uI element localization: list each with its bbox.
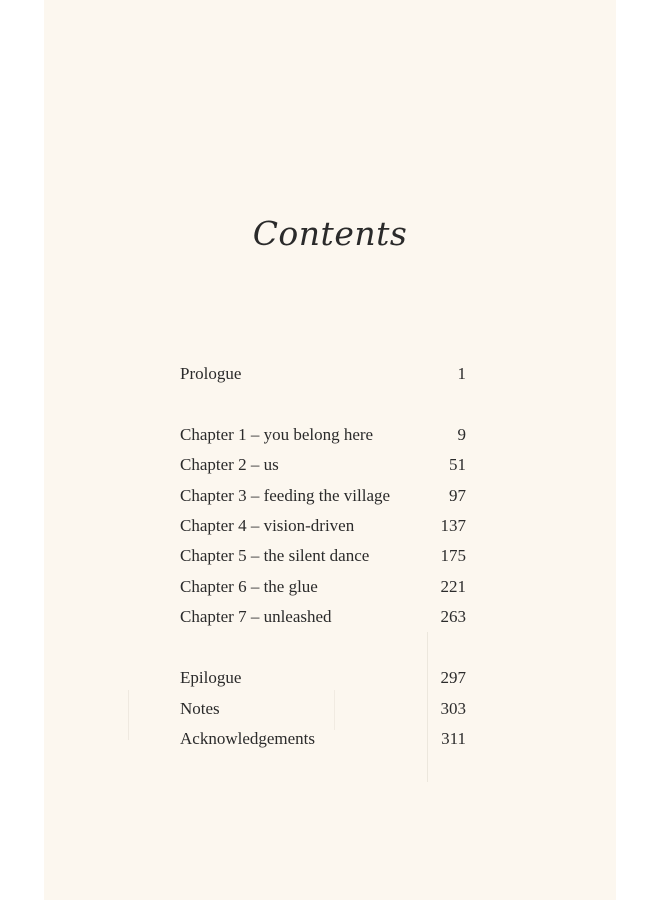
toc-entry-epilogue [180, 668, 466, 692]
toc-entry-label: Chapter 1 – you belong here [180, 425, 374, 444]
toc-entry-label: Chapter 3 – feeding the village [180, 486, 391, 505]
toc-entry-page: 137 [440, 516, 466, 535]
toc-entry-chapter-2 [180, 455, 466, 479]
toc-entry-chapter-1 [180, 425, 466, 449]
scan-mark [128, 690, 129, 740]
toc-entry-label: Chapter 4 – vision-driven [180, 516, 355, 535]
toc-entry-label: Epilogue [180, 668, 242, 687]
toc-entry-label: Prologue [180, 364, 242, 383]
toc-entry-page: 297 [440, 668, 466, 687]
book-page [44, 0, 616, 900]
toc-entry-acknowledgements [180, 729, 466, 753]
toc-entry-page: 9 [457, 425, 466, 444]
page-title: Contents [252, 214, 408, 253]
toc-entry-label: Chapter 7 – unleashed [180, 607, 332, 626]
toc-entry-page: 97 [449, 486, 466, 505]
toc-entry-chapter-6 [180, 577, 466, 601]
toc-entry-chapter-4 [180, 516, 466, 540]
toc-entry-prologue [180, 364, 466, 388]
toc-entry-page: 311 [441, 729, 466, 748]
toc-entry-page: 1 [457, 364, 466, 383]
toc-entry-page: 263 [440, 607, 466, 626]
toc-entry-page: 221 [440, 577, 466, 596]
toc-entry-page: 175 [440, 546, 466, 565]
toc-entry-notes [180, 699, 466, 723]
scan-mark [334, 690, 335, 730]
toc-entry-page: 303 [440, 699, 466, 718]
toc-entry-label: Chapter 5 – the silent dance [180, 546, 370, 565]
toc-entry-label: Chapter 6 – the glue [180, 577, 318, 596]
toc-entry-label: Notes [180, 699, 220, 718]
toc-entry-page: 51 [449, 455, 466, 474]
toc-entry-chapter-5 [180, 546, 466, 570]
toc-entry-chapter-7 [180, 607, 466, 631]
toc-entry-label: Acknowledgements [180, 729, 316, 748]
toc-entry-chapter-3 [180, 486, 466, 510]
toc-entry-label: Chapter 2 – us [180, 455, 279, 474]
scan-mark [427, 632, 428, 782]
